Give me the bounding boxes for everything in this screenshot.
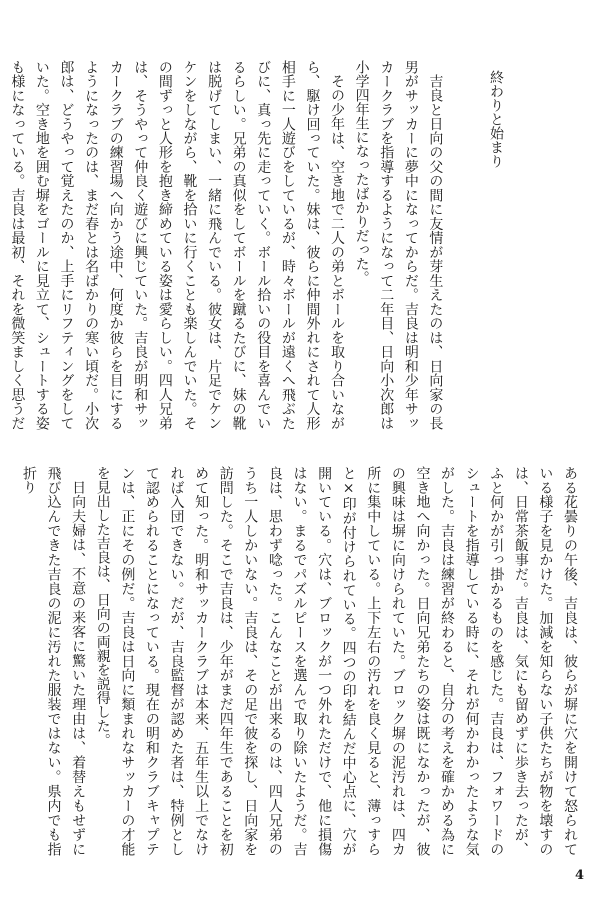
upper-text-block xyxy=(9,60,520,430)
paragraph-hyuga-parents: 日向夫婦は、不意の来客に驚いた理由は、着替えもせずに飛び込んできた吉良の泥に汚れた服装ではない。県内でも指折り xyxy=(20,466,87,856)
page-number: 4 xyxy=(574,868,584,883)
paragraph-boy-in-lot: その少年は、空き地で二人の弟とボールを取り合いながら、駆け回っていた。妹は、彼らに仲間外れにされて人形相手に一人遊びをしているが、時々ボールが遠くへ飛ぶたびに、真っ先に走っていく。ボール拾いの役目を喜んでいるらしい。兄弟の真似をしてボールを蹴るたびに、妹の靴は脱げてしまい、一緒に飛んでいる。彼女は、片足でケンケンをしながら、靴を拾いに行くことも楽しんでいた。その間ずっと人形を抱き締めている姿は愛らしい。四人兄弟は、そうやって仲良く遊びに興じていた。吉良が明和サッカークラブの練習場へ向かう途中、何度か彼らを目にするようになったのは、まだ春とは名ばかりの寒い頃だ。小次郎は、どうやって覚えたのか、上手にリフティングをしていた。空き地を囲む塀をゴールに見立て、シュートする姿も様になっている。吉良は最初、それを微笑ましく思うだ xyxy=(9,60,346,430)
paragraph-opening: 吉良と日向の父の間に友情が芽生えたのは、日向家の長男がサッカーに夢中になってからだ。吉良は明和少年サッカークラブを指導するようになって二年目、日向小次郎は小学四年生になったばかりだった。 xyxy=(353,60,444,430)
paragraph-hole-in-wall: ある花曇りの午後、吉良は、彼らが塀に穴を開けて怒られている様子を見かけた。加減を知らない子供たちが物を壊すのは、日常茶飯事だ。吉良は、気にも留めずに歩き去ったが、ふと何かが引っ掛かるものを感じた。吉良は、フォワードのシュートを指導している時に、それが何かわかったような気がした。吉良は練習が終わると、自分の考えを確かめる為に空き地へ向かった。日向兄弟たちの姿は既になかったが、彼の興味は塀に向けられていた。ブロック塀の泥汚れは、四カ所に集中している。上下左右の汚れを良く見ると、薄っすらと×印が付けられている。四つの印を結んだ中心点に、穴が開いている。穴は、ブロックが一つ外れただけで、他に損傷はない。まるでパズルピースを選んで取り除いたようだ。吉良は、思わず唸った。こんなことが出来るのは、四人兄弟のうち一人しかいない。吉良は、その足で彼を探し、日向家を訪問した。そこで吉良は、少年がまだ四年生であることを初めて知った。明和サッカークラブは本来、五年生以上でなければ入団できない。だが、吉良監督が認めた者は、特例として認められることになっている。現在の明和クラブキャプテンは、正にその例だ。吉良は日向に類まれなサッカーの才能を見出した吉良は、日向の両親を説得した。 xyxy=(94,466,578,856)
lower-text-block xyxy=(20,466,582,856)
chapter-title: 終わりと始まり xyxy=(488,70,504,169)
